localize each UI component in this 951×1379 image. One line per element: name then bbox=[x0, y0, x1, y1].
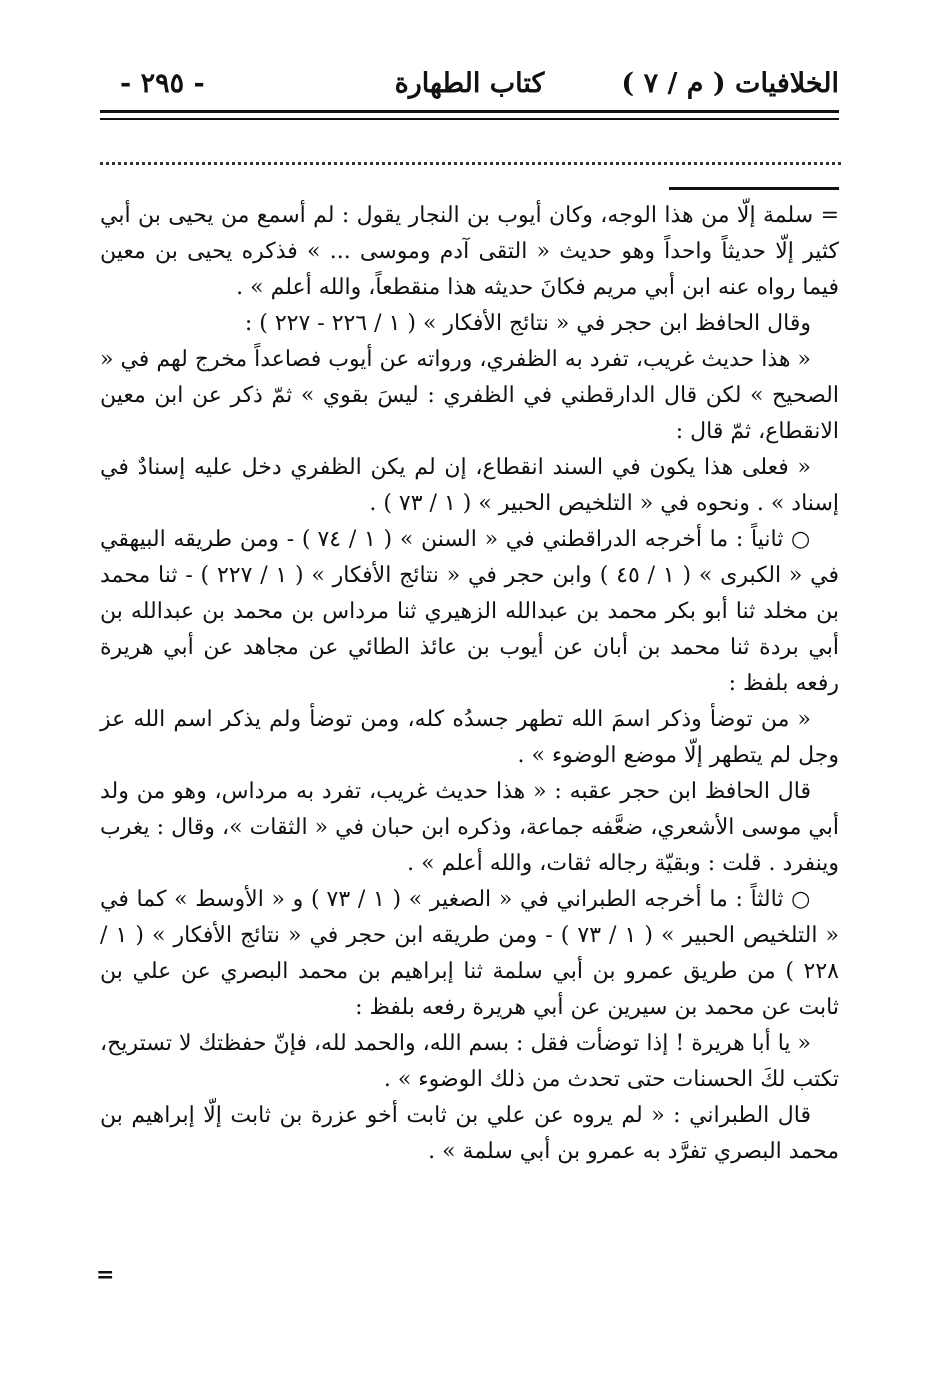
paragraph: ○ ثالثاً : ما أخرجه الطبراني في « الصغير » ( ١ / ٧٣ ) و « الأوسط » كما في « التلخيص الحبير » ( ١ / ٧٣ ) - ومن طريقه ابن حجر في « نتائج الأفكار » ( ١ / ٢٢٨ ) من طريق عمرو بن أبي سلمة ثنا إبراهيم بن محمد البصري عن علي بن ثابت عن محمد بن سيرين عن أبي هريرة رفعه بلفظ : bbox=[100, 887, 840, 1020]
page-number: - ٢٩٥ - bbox=[120, 68, 205, 99]
paragraph: « فعلى هذا يكون في السند انقطاع، إن لم يكن الظفري دخل عليه إسنادٌ في إسناد » . ونحوه في « التلخيص الحبير » ( ١ / ٧٣ ) . bbox=[100, 455, 839, 516]
paragraph: = سلمة إلّا من هذا الوجه، وكان أيوب بن النجار يقول : لم أسمع من يحيى بن أبي كثير إلّا حديثاً واحداً وهو حديث « التقى آدم وموسى ... » فذكره يحيى بن معين فيما رواه عنه ابن أبي مريم فكانَ حديثه هذا منقطعاً، والله أعلم » . bbox=[100, 203, 839, 300]
paragraph: « من توضأ وذكر اسمَ الله تطهر جسدُه كله، ومن توضأ ولم يذكر اسم الله عز وجل لم يتطهر إلّا موضع الوضوء » . bbox=[100, 707, 839, 768]
paragraph: قال الحافظ ابن حجر عقبه : « هذا حديث غريب، تفرد به مرداس، وهو من ولد أبي موسى الأشعري، ضعَّفه جماعة، وذكره ابن حبان في « الثقات »، وقال : يغرب وينفرد . قلت : وبقيّة رجاله ثقات، والله أعلم » . bbox=[100, 779, 839, 876]
paragraph: « هذا حديث غريب، تفرد به الظفري، ورواته عن أيوب فصاعداً مخرج لهم في « الصحيح » لكن قال الدارقطني في الظفري : ليسَ بقوي » ثمّ ذكر عن ابن معين الانقطاع، ثمّ قال : bbox=[100, 347, 839, 444]
paragraph: « يا أبا هريرة ! إذا توضأت فقل : بسم الله، والحمد لله، فإنّ حفظتك لا تستريح، تكتب لكَ الحسنات حتى تحدث من ذلك الوضوء » . bbox=[100, 1031, 839, 1092]
header-rule-thick bbox=[100, 110, 839, 113]
footnote-body bbox=[100, 198, 839, 1170]
header-chapter-label: الخلافيات ( م / ٧ ) bbox=[621, 68, 839, 99]
paragraph: وقال الحافظ ابن حجر في « نتائج الأفكار » ( ١ / ٢٢٦ - ٢٢٧ ) : bbox=[244, 311, 811, 336]
header-book-title: كتاب الطهارة bbox=[394, 68, 545, 99]
header-rule-thin bbox=[100, 118, 839, 120]
footnote-rule bbox=[669, 187, 839, 190]
paragraph: ○ ثانياً : ما أخرجه الدراقطني في « السنن » ( ١ / ٧٤ ) - ومن طريقه البيهقي في « الكبرى » ( ١ / ٤٥ ) وابن حجر في « نتائج الأفكار » ( ١ / ٢٢٧ ) - ثنا محمد بن مخلد ثنا أبو بكر محمد بن عبدالله الزهيري ثنا مرداس بن محمد بن عبدالله بن أبي بردة ثنا محمد بن أبان عن أيوب بن عائذ الطائي عن مجاهد عن أبي هريرة رفعه بلفظ : bbox=[100, 527, 839, 696]
running-header bbox=[100, 60, 839, 110]
paragraph: قال الطبراني : « لم يروه عن علي بن ثابت أخو عزرة بن ثابت إلّا إبراهيم بن محمد البصري تفرَّد به عمرو بن أبي سلمة » . bbox=[100, 1103, 839, 1164]
dotted-separator bbox=[100, 142, 841, 165]
continuation-mark: = bbox=[96, 1262, 115, 1288]
